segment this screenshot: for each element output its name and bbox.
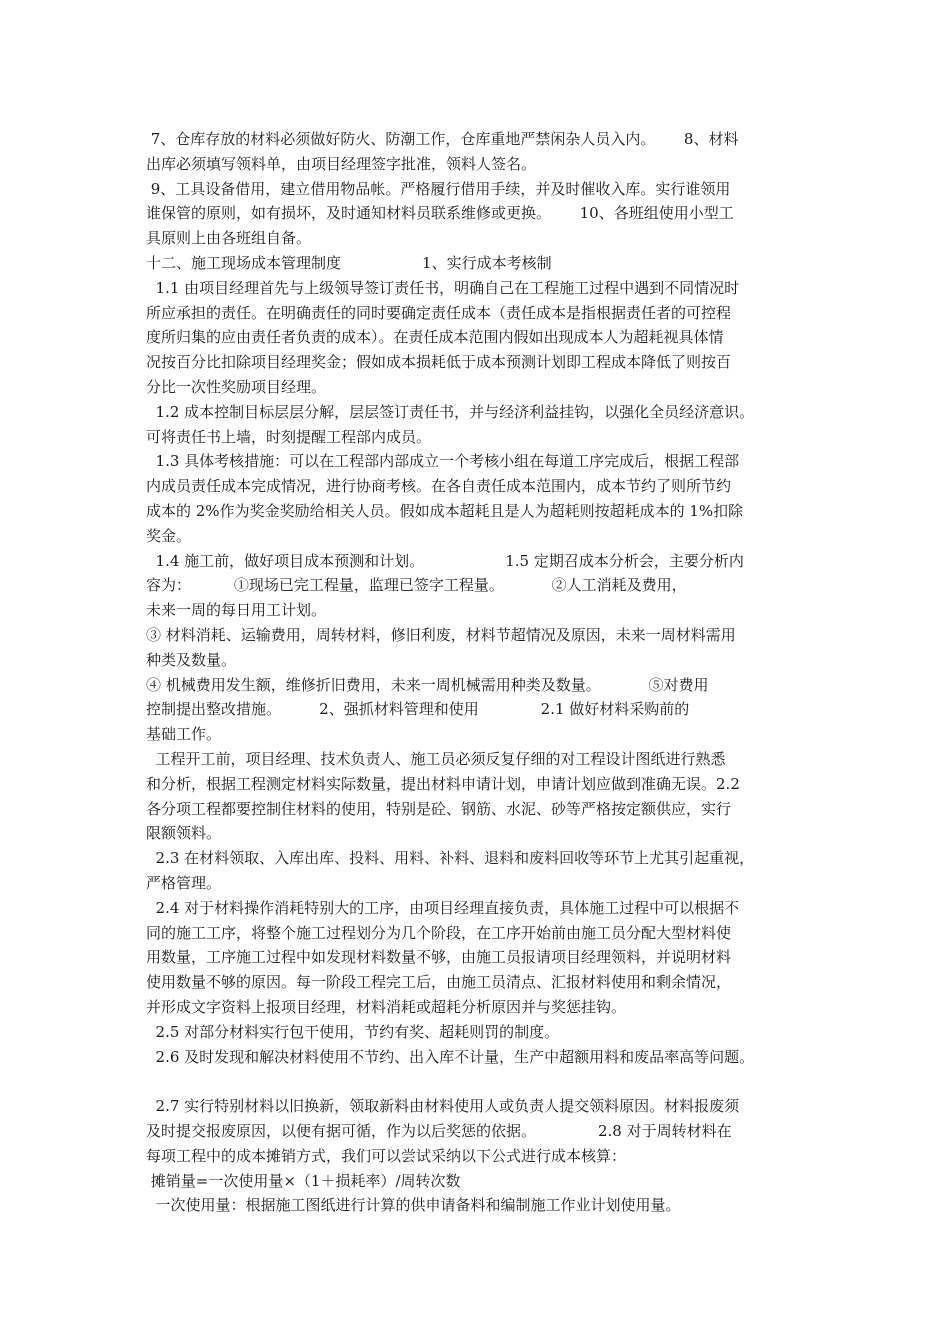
text-line: 1.4 施工前，做好项目成本预测和计划。 1.5 定期召成本分析会，主要分析内 [146,551,744,570]
text-line: 控制提出整改措施。 2、强抓材料管理和使用 2.1 做好材料采购前的 [146,700,690,719]
text-line: 和分析，根据工程测定材料实际数量，提出材料申请计划，申请计划应做到准确无误。2.2 [146,774,740,793]
text-line: 严格管理。 [146,874,222,892]
text-line: ④ 机械费用发生额，维修折旧费用，未来一周机械需用种类及数量。 ⑤对费用 [146,675,709,694]
text-line: 每项工程中的成本摊销方式，我们可以尝试采纳以下公式进行成本核算： [146,1146,627,1165]
text-line: 种类及数量。 [146,650,237,669]
text-line: 2.6 及时发现和解决材料使用不节约、出入库不计量，生产中超额用料和废品率高等问题。 [146,1047,755,1066]
text-line: 具原则上由各班组自备。 [146,229,312,248]
text-line: 并形成文字资料上报项目经理，材料消耗或超耗分析原因并与奖惩挂钩。 [146,998,627,1016]
text-line: 分比一次性奖励项目经理。 [146,378,327,396]
text-line: 1.3 具体考核措施：可以在工程部内部成立一个考核小组在每道工序完成后，根据工程部 [146,452,740,471]
text-line: 十二、施工现场成本管理制度 1、实行成本考核制 [146,254,552,272]
text-line: 1.1 由项目经理首先与上级领导签订责任书，明确自己在工程施工过程中遇到不同情况时 [146,278,740,297]
text-line: 成本的 2%作为奖金奖励给相关人员。假如成本超耗且是人为超耗则按超耗成本的 1%扣除 [146,502,744,520]
text-line: 9、工具设备借用，建立借用物品帐。严格履行借用手续，并及时催收入库。实行谁领用 [146,179,731,198]
text-line: 1.2 成本控制目标层层分解，层层签订责任书，并与经济利益挂钩，以强化全员经济意识。 [146,402,755,421]
text-line: 工程开工前，项目经理、技术负责人、施工员必须反复仔细的对工程设计图纸进行熟悉 [146,750,726,768]
text-line: 一次使用量：根据施工图纸进行计算的供申请备料和编制施工作业计划使用量。 [146,1196,681,1215]
text-line: 度所归集的应由责任者负责的成本）。在责任成本范围内假如出现成本人为超耗视具体情 [146,328,724,347]
text-line: 基础工作。 [146,725,222,744]
text-line [146,1069,816,1094]
text-line: 2.7 实行特别材料以旧换新，领取新料由材料使用人或负责人提交领料原因。材料报废须 [146,1097,740,1116]
text-line: 况按百分比扣除项目经理奖金；假如成本损耗低于成本预测计划即工程成本降低了则按百 [146,353,732,372]
text-line: 所应承担的责任。在明确责任的同时要确定责任成本（责任成本是指根据责任者的可控程 [146,303,732,322]
text-line: 7、仓库存放的材料必须做好防火、防潮工作，仓库重地严禁闲杂人员入内。 8、材料 [146,130,739,148]
text-line: 2.3 在材料领取、入库出库、投料、用料、补料、退料和废料回收等环节上尤其引起重视， [146,849,755,868]
text-line: 内成员责任成本完成情况，进行协商考核。在各自责任成本范围内，成本节约了则所节约 [146,477,732,496]
text-line: 谁保管的原则，如有损坏，及时通知材料员联系维修或更换。 10、各班组使用小型工 [146,204,734,223]
text-line: 奖金。 [146,526,192,545]
text-line: 2.4 对于材料操作消耗特别大的工序，由项目经理直接负责，具体施工过程中可以根据不 [146,898,740,917]
text-line: 未来一周的每日用工计划。 [146,601,327,620]
text-line: 及时提交报废原因，以便有据可循，作为以后奖惩的依据。 2.8 对于周转材料在 [146,1122,732,1140]
text-line: 同的施工工序，将整个施工过程划分为几个阶段，在工序开始前由施工员分配大型材料使 [146,923,732,942]
text-line: 2.5 对部分材料实行包干使用，节约有奖、超耗则罚的制度。 [146,1022,560,1041]
text-line: 用数量，工序施工过程中如发现材料数量不够，由施工员报请项目经理领料，并说明材料 [146,948,732,967]
text-line: 出库必须填写领料单，由项目经理签字批准，领料人签名。 [146,154,537,173]
text-line: 各分项工程都要控制住材料的使用，特别是砼、钢筋、水泥、砂等严格按定额供应，实行 [146,799,732,818]
text-line: 限额领料。 [146,824,222,843]
text-line: ③ 材料消耗、运输费用，周转材料，修旧利废，材料节超情况及原因，未来一周材料需用 [146,626,736,644]
text-line: 使用数量不够的原因。每一阶段工程完工后，由施工员清点、汇报材料使用和剩余情况， [146,973,732,992]
text-line: 可将责任书上墙，时刻提醒工程部内成员。 [146,427,432,446]
text-line: 摊销量=一次使用量×（1＋损耗率）/周转次数 [146,1171,461,1190]
text-line: 容为： ①现场已完工程量，监理已签字工程量。 ②人工消耗及费用， [146,576,687,595]
